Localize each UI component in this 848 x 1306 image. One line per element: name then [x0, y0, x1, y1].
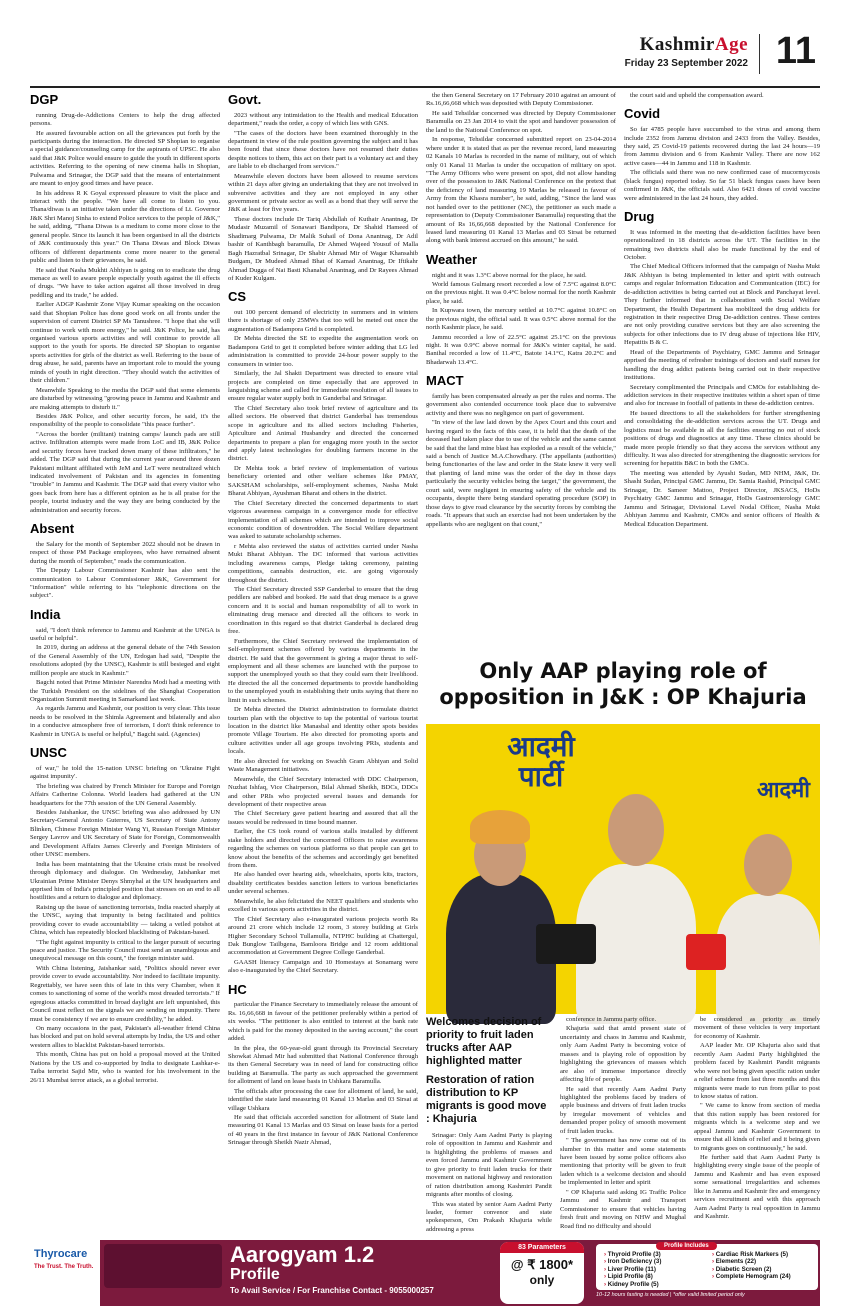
article-paragraph: Head of the Departments of Psychiatry, GMC Jammu and Srinagar apprised the meeting of refresher trainings of doctors and staff nurses for handling the drug addict patients being carried out in their respective institutions. [624, 348, 820, 382]
section-heading: DGP [30, 92, 59, 107]
article-paragraph: He said Tehsildar concerned was directed by Deputy Commissioner Baramulla on 23 Jan 2014 to visit the spot and handover possession of the land to the National Conference on spot. [426, 109, 616, 134]
ad-brand: Thyrocare [34, 1248, 88, 1260]
profile-item: › Liver Profile (11) [604, 1266, 661, 1273]
section-heading: Absent [30, 521, 75, 537]
feature-paragraph: Srinagar: Only Aam Aadmi Party is playing role of opposition in Jammu and Kashmir and is highlighting the problems of masses and even forced Jammu and Kashmir Government to give priority to fruit laden trucks for their movement on national highway and restoration of ration distribution among Kashmiri Pandit migrants after months of closing. [426, 1132, 552, 1199]
article-paragraph: Earlier, the CS took round of various stalls installed by different stake holders and directed the concerned Officers to raise awareness regarding the schemes on various platforms so that people can get to know about the benefits of the schemes and accordingly get benefited from them. [228, 828, 418, 869]
article-paragraph: particular the Finance Secretary to immediately release the amount of Rs. 16,66,668 in favour of the petitioner preferably within a period of six weeks. "The petitioner is also entitled to interest at the bank rate which is paid for the money deposited in the saving account," the court added. [228, 1001, 418, 1043]
feature-paragraph: conference in Jammu party office. [566, 1016, 657, 1023]
feature-paragraph: " OP Khajuria said asking IG Traffic Police Jammu and Kashmir and Transport Commissioner to ensure that vehicles having fresh fruit and moving on NHW and Mughal Road find no difficulty and should [560, 1188, 686, 1230]
feature-column-3 [694, 1016, 820, 1236]
feature-column-2 [560, 1016, 686, 1236]
article-paragraph: r Mehta also reviewed the status of activities carried under Nasha Mukt Bharat Abhiyan. The DC informed that various activities including awareness camps, Pledge taking ceremony, painting competitions, cannabis destruction, etc. are going vigorously throughout the district. [228, 542, 418, 584]
article-column-3 [426, 92, 616, 647]
ad-title: Aarogyam 1.2 [230, 1242, 375, 1267]
ad-tagline: The Trust. The Truth. [34, 1264, 94, 1270]
article-paragraph: said, "I don't think reference to Jammu and Kashmir at the UNGA is useful or helpful". [30, 626, 220, 642]
article-paragraph: The briefing was chaired by French Minister for Europe and Foreign Affairs Catherine Colonna. World leaders had gathered at the UN headquarters for the 77th session of the UN General Assembly. [30, 782, 220, 807]
mic-cubes [686, 934, 726, 970]
feature-paragraph: be considered as priority as timely movement of these vehicles is very important for economy of Kashmir. [694, 1016, 820, 1040]
article-paragraph: The Chief Secretary directed the concerned departments to start vigorous awareness campaign in a convergence mode for effective implementation of all schemes which are intended to improve social economic condition of downtrodden. The Social Welfare department was asked to saturate scholarship schemes. [228, 499, 418, 541]
article-paragraph: It was informed in the meeting that de-addiction facilities have been operationalized in 18 districts across the UT. The facilities in the remaining two districts shall also be made functional by the end of October. [624, 228, 820, 261]
ad-profiles-title: Profile Includes [656, 1242, 717, 1250]
feature-column-1 [426, 1016, 552, 1236]
article-paragraph: the court said and upheld the compensation award. [630, 92, 764, 99]
article-paragraph: Raising up the issue of sanctioning terrorists, India reacted sharply at the UNSC, saying that impunity is being facilitated and politics providing cover to evade accountability — taking a veiled potshot at China, which has repeatedly blocked blacklisting of Pakistan-based. [30, 903, 220, 937]
article-paragraph: "Across the border (militant) training camps/ launch pads are still active. Infiltration attempts were made from LoC and IB, J&K Police and security forces have tracked down many of these infiltrators," he added. The DGP said that during the current year around three dozen Pakistani militant affiliated with JeM and LeT were neutralized which indicated involvement of Pakistan and its agencies in fomenting "trouble" in Jammu and Kashmir. The DGP said that every visitor who goes back from here has a different opinion as he is all praise for the people, tourist industry and the way they are being conducted by the administration and security forces. [30, 430, 220, 514]
article-paragraph: The Chief Secretary also took brief review of agriculture and its allied sectors. He observed that district Ganderbal has tremendous scope in agriculture and its allied sectors including Fisheries, Apiculture and Animal Husbandry and directed the concerned departments to prepare a plan for engaging more youth in the sector and apply latest technologies for doubling farmers income in the district. [228, 404, 418, 463]
section-heading: Drug [624, 209, 655, 224]
feature-paragraph: Khajuria said that amid present state of uncertainty and chaos in Jammu and Kashmir, only Aam Aadmi Party is becoming voice of masses and is playing role of opposition by highlighting the grievances of masses which are also of immense importance directly affecting life of people. [560, 1025, 686, 1084]
article-paragraph: Furthermore, the Chief Secretary reviewed the implementation of Self-employment schemes offered by various departments in the district. He said that the government is giving a major thrust to self-employment and all these schemes are launched with the purpose to support the unemployed youth so that they could earn their livelihood. He directed the all the concerned departments to provide handholding to the unemployed youth in establishing their units saying that there no limit in such schemes. [228, 637, 418, 704]
feature-paragraph: He said that recently Aam Aadmi Party highlighted the problems faced by traders of apple business and drivers of fruit laden trucks by irregular movement of vehicles and demanded proper policy of smooth movement of fruit laden trucks. [560, 1085, 686, 1135]
article-paragraph: The Deputy Labour Commissioner Kashmir has also sent the communication to Labour Commissioner J&K, Government for "information" while referring to his "telephonic directions on the subject". [30, 567, 220, 600]
article-paragraph: 2023 without any intimidation to the Health and medical Education department," reads the order, a copy of which lies with GNS. [228, 111, 418, 128]
profile-item: › Kidney Profile (5) [604, 1281, 661, 1288]
article-paragraph: "The fight against impunity is critical to the larger pursuit of securing peace and justice. The Security Council must send an unambiguous and unequivocal message on this count," the foreign minister said. [30, 938, 220, 963]
article-paragraph: The officials said there was no new confirmed case of mucormycosis (black fungus) reported today. So far 51 black fungus cases have been confirmed in J&K, the officials said. Also 6421 doses of covid vaccine were administered in the last 24 hours, they added. [624, 169, 820, 202]
masthead-divider [759, 34, 760, 74]
section-heading: Weather [426, 251, 478, 267]
feature-paragraph: He further said that Aam Aadmi Party is highlighting every single issue of the people of Jammu and Kashmir and has even exposed some sensational irregularities and schemes like in Jammu and Kashmir fire and emergency services recruitment and with this approach Aam Aadmi Party is real opposition in Jammu and Kashmir. [694, 1154, 820, 1221]
profiles-list-right [712, 1251, 791, 1281]
article-paragraph: The Chief Secretary also e-inaugurated various projects worth Rs around 21 crore which include 12 room, 3 storey building at Girls Higher Secondary School Tullamulla, NTPHC building at Chattergul, Dak Bunglow Tailbgena, Bamloora Bridge and 12 room additional accommodation at Government Degree College Ganderbal. [228, 915, 418, 957]
article-paragraph: of war," he told the 15-nation UNSC briefing on 'Ukraine Fight against impunity'. [30, 764, 220, 781]
section-heading: India [30, 606, 61, 622]
article-paragraph: He said that officials accorded sanction for allotment of State land measuring 01 Kanal 13 Marlas and 03 Sirsai on lease basis for a period of 40 years in the first instance in favour of J&K National Conference Srinagar through Sheikh Nazir Ahmad, [228, 1114, 418, 1147]
press-conference-photo [426, 724, 820, 1014]
article-paragraph: family has been compensated already as per the rules and norms. The government also contended occurrence took place due to subversive activity and there was no negligence on part of government. [426, 392, 616, 417]
turban [470, 810, 530, 844]
ad-price-badge [500, 1242, 584, 1304]
article-paragraph: In the plea, the 60-year-old grant through its Provincial Secretary Showkat Ahmad Mir had submitted that National Conference through its then General Secretary was in need of land for constructing office building at Baramulla. The party as such approached the government for allotment of land on lease basis in Ushkara Baramulla. [228, 1044, 418, 1086]
microphones [536, 924, 596, 964]
section-heading: CS [228, 289, 247, 305]
article-paragraph: Besides J&K Police, and other security forces, he said, it's the responsibility of the people to consolidate "this peace further". [30, 412, 220, 429]
issue-date: Friday 23 September 2022 [624, 58, 748, 69]
profile-item: › Complete Hemogram (24) [712, 1273, 791, 1280]
section-heading: Govt. [228, 92, 262, 107]
article-paragraph: The Chief Medical Officers informed that the campaign of Nasha Mukt J&K Abhiyan is being implemented in letter and spirit with outreach camps and regular Information Education and Communication (IEC) for de-addiction activities is being carried out at Block and Panchayat level. They further informed that in collaboration with Social Welfare Department, the Health Department has mobilized the drug addicts for registration in their respective Drug De-addiction centres. These centres are not only providing curative services but they are also screening the subjects for other infections due to IV drug abuse of injections like HIV, Hepatitis B & C. [624, 263, 820, 347]
article-paragraph: Secretary complimented the Principals and CMOs for establishing de-addiction services in their respective institutes within a short span of time and also for increase in footfall of patients in these de-addiction centres. [624, 383, 820, 408]
article-column-1 [30, 92, 220, 1082]
lab-image [104, 1244, 222, 1288]
article-paragraph: He said that Nasha Mukhti Abhiyan is going on to eradicate the drug menace as well to aware people especially youth against the ill effects of drugs. "We have to take action against all those involved in drug peddling and its trade," he added. [30, 266, 220, 299]
thyrocare-logo [30, 1240, 100, 1306]
article-paragraph: In his address R K Goyal expressed pleasure to visit the place and interact with the people. "We have all come to listen to you. Thana/diwas is an initiative taken under the directions of Lt. Governor J&K Shri Manoj Sinha to extend Police services to the people of J&K," he said, adding, "Thana Diwas is a medium to come more close to the general people. Since its launch it has been organised in all the districts of J&K continuously this year." On Thana Diwas and Block Diwas officers of different departments come more nearer to the general public and listen to their grievances, he said. [30, 189, 220, 265]
article-paragraph: The meeting was attended by Ayushi Sudan, MD NHM, J&K, Dr. Shashi Sudan, Principal GMC Jammu, Dr. Samia Rashid, Principal GMC Srinagar, Dr. Sameer Mattoo, Project Director, JKSACS, HoDs Psychiatry GMC Jammu and Srinagar, HoDs Gastroenterology GMC Jammu and Srinagar, Divisional Level Nodal Officer, Nasha Mukt Abhiyan Jammu and Kashmir, CMOs and senior officers of Health & Medical Education Department. [624, 469, 820, 528]
ad-profiles-box [596, 1244, 818, 1290]
article-paragraph: Jammu recorded a low of 22.5°C against 25.1°C on the previous night. It was 0.9°C above normal for J&K's winter capital, he said. Banihal recorded a low of 11.4°C, Batote 14.1°C, Katra 20.2°C and Bhadarwah 13.4°C. [426, 333, 616, 366]
page-number: 11 [775, 30, 816, 72]
article-paragraph: the Salary for the month of September 2022 should not be drawn in respect of those PM Package employees, who have remained absent during the month of September," reads the communication. [30, 540, 220, 565]
ad-only: only [529, 1273, 555, 1287]
article-paragraph: He also handed over hearing aids, wheelchairs, sports kits, tractors, disability certificates besides sanction letters to various beneficiaries under several schemes. [228, 871, 418, 896]
article-paragraph: "The cases of the doctors have been examined thoroughly in the department in view of the rule position governing the subject and it has been found that since these doctors have not resumed their duties despite notices to them, this act on their part is a voluntary act and they are liable to eb discharged from services." [228, 129, 418, 171]
article-paragraph: Dr Mehta took a brief review of implementation of various beneficiary oriented and other welfare schemes like PMAY, SAKSHAM scholarships, self-employment schemes, Nasha Mukt Bharat Abhiyan, Ayushman Bharat and others in the district. [228, 464, 418, 498]
article-paragraph: Meanwhile, he also felicitated the NEET qualifiers and students who excelled in various sports activities in the district. [228, 897, 418, 914]
feature-headline: Only AAP playing role of opposition in J&K : OP Khajuria [439, 659, 807, 709]
masthead-rule [30, 86, 820, 88]
person-center-head [608, 794, 664, 866]
thyrocare-advertisement[interactable] [30, 1240, 820, 1306]
profile-item: › Lipid Profile (8) [604, 1273, 661, 1280]
ad-note: 10-12 hours fasting is needed | *offer valid limited period only [596, 1292, 745, 1298]
profiles-list-left [604, 1251, 661, 1288]
section-heading: UNSC [30, 745, 67, 761]
ad-subtitle: Profile [230, 1266, 280, 1283]
article-column-4 [624, 92, 820, 647]
person-right-head [744, 834, 792, 896]
feature-paragraph: " We came to know from section of media that this ration supply has been restored for migrants which is a welcome step and we appeal Jammu and Kashmir Government to ensure that all kinds of relief and it being given to migrants goes on continuously," he said. [694, 1102, 820, 1152]
article-paragraph: Earlier ADGP Kashmir Zone Vijay Kumar speaking on the occasion said that Shopian Police has done good work on all fronts under the supervision of current District SP Ms Tanushree. "I hope that she will continue to work with more energy," he said. J&K Police, he said, has organised various sports activities and will continue to provide all support to the youth for sports. He directed SP Shopian to organise sports activities for girls of the district as well. Referring to the issue of drug abuse, he said, parents have an important role to mould the young minds of youth in right direction. "They should watch the activities of their children." [30, 301, 220, 385]
article-paragraph: night and it was 1.3°C above normal for the place, he said. [432, 271, 587, 279]
article-paragraph: India has been maintaining that the Ukraine crisis must be resolved through diplomacy and dialogue. On Wednesday, Jaishankar met Ukrainian Prime Minister Denys Shmyhal at the UN headquarters and apprised him of India's principled position that stresses on an end to all hostilities and a return to dialogue and diplomacy. [30, 860, 220, 902]
article-paragraph: So far 4785 people have succumbed to the virus and among them include 2352 from Jammu division and 2433 from the Valley. Besides, they said, 25 Covid-19 patients recovered during the last 24 hours—19 from Jammu division and 6 from Kashmir Valley. There are now 162 active cases—44 in Jammu and 118 in Kashmir. [624, 126, 820, 167]
article-paragraph: These doctors include Dr Tariq Abdullah of Kuthair Anantnag, Dr Mudasir Muzamil of Sonawari Bandipora, Dr Shahid Hameed of Shadimarg Pulwama, Dr Malik Suhail of Dona Anantnag, Dr Adil bashir of Kanthbagh baramulla, Dr Ahmed Wajeed Yousuf of Malla Bagh Hazratbal Srinagar, Dr Shabir Ahmad Mir of Wagar Khansahib Budgam, Dr Mudeed Ahmad Bhat of Kamad Anantnag, Dr Iftikahr Ahmad Dugga of Nai Basti Khanabal Anantnag, and Dr Rayees Ahmad of Kuder Kulgam. [228, 215, 418, 282]
ad-contact: To Avail Service / For Franchise Contact - 9055000257 [230, 1286, 434, 1295]
article-paragraph: out 100 percent demand of electricity in summers and in winters there is shortage of only 25MWs that too will be meted out once the augmentation of Badampora Grid is completed. [228, 309, 418, 333]
article-paragraph: GAASH literacy Campaign and 10 Homestays at Sonamarg were also e-inaugurated by the Chief Secretary. [228, 958, 418, 975]
article-paragraph: Dr Mehta directed the SE to expedite the augmentation work on Badampora Grid to get it completed before winter adding that LG led administration is committed to provide 24-hour power supply to the consumers in winter too. [228, 335, 418, 368]
article-paragraph: This month, China has put on hold a proposal moved at the United Nations by the US and co-supported by India to designate Lashkar-e-Taiba terrorist Sajid Mir, who is wanted for his involvement in the 26/11 Mumbai terror attack, as a global terrorist. [30, 1051, 220, 1084]
article-paragraph: Besides Jaishankar, the UNSC briefing was also addressed by UN Secretary-General Antonio Guterres, US Secretary of State Antony Blinken, Chinese Foreign Minister Wang Yi, Russian Foreign Minister Sergey Lavrov and UK Secretary of State for Foreign, Commonwealth and Development Affairs James Cleverly and Foreign Ministers of other UNSC members. [30, 809, 220, 859]
section-heading: Covid [624, 106, 661, 122]
article-paragraph: The officials after processing the case for allotment of land, he said, identified the state land measuring 01 Kanal 13 Marlas and 03 Sirsai at village Ushkara [228, 1087, 418, 1112]
article-paragraph: Meanwhile eleven doctors have been allowed to resume services within 21 days after giving an undertaking that they are not involved in subversive activities and they are not employed in any other government or private sector as well as a bond that they will serve the J&K at least for five years. [228, 172, 418, 214]
article-paragraph: As regards Jammu and Kashmir, our position is very clear. This issue needs to be resolved in the Shimla Agreement and bilaterally and also in a conducive atmosphere free of terrorism, I don't think reference to Kashmir in UNGA is useful or helpful," Bagchi said. (Agencies) [30, 705, 220, 738]
article-paragraph: He issued directions to all the stakeholders for further strengthening and consolidating the de-addiction services across the UT. Drugs and logistics must be available in all the facilities ensuring no out of stock positions of drugs and diagnostics at any time. These clinics should be made more people friendly so that they access the services without any difficulty. It was also directed for strengthening the diagnostic services for screening for hepatitis B&C in both the GMCs. [624, 409, 820, 468]
article-paragraph: Dr Mehta directed the District administration to formulate district tourism plan with the objective to tap the potential of various tourist location in the district like Manasbal and identity other spots besides promote Village Tourism. He also directed for promoting sports and culture activities under all age groups involving PRIs, students and locals. [228, 706, 418, 756]
article-paragraph: In 2019, during an address at the general debate of the 74th Session of the General Assembly of the UN, Erdogan had said, "Despite the resolutions adopted (by the UNSC), Kashmir is still besieged and eight million people are stuck in Kashmir." [30, 644, 220, 677]
article-paragraph: The Chief Secretary directed SSP Ganderbal to ensure that the drug peddlers are nabbed and booked. He said that drug menace is a grave concern and it is social and human responsibility of all to work in eliminating drug menace and directed all the officers to work in coordination in this regard so that district Ganderbal is declared drug free. [228, 586, 418, 636]
article-paragraph: Bagchi noted that Prime Minister Narendra Modi had a meeting with the Turkish President on the sidelines of the Shanghai Cooperation Organization Summit meeting in Samarkand last week. [30, 679, 220, 703]
profile-item: › Elements (22) [712, 1258, 791, 1265]
feature-deck-1: Welcomes decision of priority to fruit laden trucks after AAP highlighted matter [426, 1016, 542, 1067]
article-paragraph: the then General Secretary on 17 February 2010 against an amount of Rs.16,66,668 which was deposited with Deputy Commissioner. [426, 92, 616, 108]
aap-banner-text-right: आदमी [756, 778, 810, 803]
profile-item: › Thyroid Profile (3) [604, 1251, 661, 1258]
person-right [716, 894, 820, 1024]
article-paragraph: Similarly, the Jal Shakti Department was directed to ensure vital projects are completed on time especially that are approved in languishing scheme and called for immediate resolution of all issues to ensure regular water supply both in Ganderbal and Srinagar. [228, 370, 418, 403]
article-paragraph: With China listening, Jaishankar said, "Politics should never ever provide cover to evade accountability. Nor indeed to facilitate impunity. Regrettably, we have seen this of late in this very Chamber, when it comes to sanctioning of some of the world's most dreaded terrorists." If egregious attacks committed in broad daylight are left unpunished, this Council must reflect on the signals we are sending on impunity. There must be consistency if we are to ensure credibility," he added. [30, 964, 220, 1023]
article-paragraph: The Chief Secretary gave patient hearing and assured that all the issues would be redressed in time bound manner. [228, 810, 418, 826]
section-heading: MACT [426, 373, 464, 389]
feature-story [426, 658, 820, 1076]
profile-item: › Diabetic Screen (2) [712, 1266, 791, 1273]
feature-paragraph: " The government has now come out of its slumber in this matter and some statements have been issued by some police officers also mentioning that priority will be given to fruit laden which is a welcome decision and should be implemented in letter and spirit [560, 1137, 686, 1187]
article-column-2 [228, 92, 418, 1147]
article-paragraph: Meanwhile, the Chief Secretary interacted with DDC Chairperson, Nuzhat Ishfaq, Vice Chairperson, Bilal Ahmad Sheikh, BDCs, DDCs and other PRIs who projected several issues and demands for development of their respective areas [228, 775, 418, 808]
newspaper-brand: KashmirAge [639, 34, 748, 55]
feature-deck-2: Restoration of ration distribution to KP migrants is good move : Khajuria [426, 1074, 547, 1125]
feature-paragraph: AAP leader Mr. OP Khajuria also said that recently Aam Aadmi Party highlighted the problem faced by Kashmiri Pandit migrants who were not being given specific ration under a relief scheme from last three months and this migrants were made to run from pillar to post to know status of ration. [694, 1042, 820, 1100]
article-paragraph: In response, Tehsildar concerned submitted report on 23-04-2014 where under it is stated that as per the revenue record, land measuring 02 Kanals 10 Marlas is recorded in the name of military, out of which only 01 Kanal 11 Marlas is under the occupation of military on spot. "The Army Officers who were present on spot, did not allow handing over of the possession to J&K National Conference on the pretext that the deficiency of land measuring 19 Marlas be released in favour of Army from the Khasra number", he said, adding, "Since the land was not handed over to the petitioner (NC), the petitioner as such made a representation to (Deputy Commissioner Baramulla) requesting that the amount of Rs 16,66,668 deposited by the National Conference for leased land measuring 01 Kanal 13 Marlas and 03 Sirsai be returned along with bank interest accrued on this amount," he said. [426, 136, 616, 245]
ad-price: @ ₹ 1800* [510, 1257, 574, 1272]
article-paragraph: World famous Gulmarg resort recorded a low of 7.5°C against 8.0°C on the previous night. It was 0.4°C below normal for the north Kashmir place, he said. [426, 280, 616, 305]
article-paragraph: Meanwhile Speaking to the media the DGP said that some elements are disturbed by witnessing "growing peace in Jammu and Kashmir and are making attempts to disturb it." [30, 386, 220, 411]
article-paragraph: He also directed for working on Swachh Gram Abhiyan and Solid Waste Management initiatives. [228, 757, 418, 774]
profile-item: › Cardiac Risk Markers (5) [712, 1251, 791, 1258]
section-heading: HC [228, 981, 247, 997]
article-paragraph: He assured favourable action on all the grievances put forth by the participants during the interaction. He directed SP Shopian to organise a special guidance/counseling camp for the aspirants of UPSC. He also said that J&K Police would ensure to guide the youth in different sports activities. Referring to the opening of new cinema halls in Shopian, Pulwama and Srinagar, the DGP said that the means of entertainment are meant to enjoy good times and have peace. [30, 129, 220, 188]
aap-banner-text: आदमी पार्टी [507, 730, 575, 793]
article-paragraph: In Kupwara town, the mercury settled at 10.7°C against 10.8°C on the previous night, the official said. It was 0.5°C above normal for the north Kashmir place, he said. [426, 307, 616, 332]
ad-params: 83 Parameters [500, 1242, 584, 1253]
profile-item: › Iron Deficiency (3) [604, 1258, 661, 1265]
article-paragraph: running Drug-de-Addictions Centers to help the drug affected persons. [30, 111, 220, 128]
masthead [0, 0, 848, 88]
feature-paragraph: This was stated by senior Aam Aadmi Party leader, former convenor and state spokesperson, Om Prakash Khajuria while addressing a press [426, 1200, 552, 1233]
article-paragraph: On many occasions in the past, Pakistan's all-weather friend China has blocked and put on hold several attempts by India, the US and other western allies to blacklist Pakistan-based terrorists. [30, 1024, 220, 1049]
article-paragraph: "In view of the law laid down by the Apex Court and this court and having regard to the facts of this case, it is held that the death of the deceased had taken place due to use of the vehicle and the same cannot be said that the land mine blast has exploded as a result of the vehicle," said a bench of Justice M.A.Chowdhary. (The appellants (authorities) being functionaries of the law and order in the State knew it very well that planting of land mine was the order of the day in those days particularly the security vehicles being the target," the government, the court said, were negligent in ensuring safety of the vehicle and its occupants, despite there being standard operating procedure (SOP) in those days to give road clearance by the security forces by combing the roads. "It appears that such an exercise had not been undertaken by the appellants who are negligent on that count," [426, 419, 616, 528]
